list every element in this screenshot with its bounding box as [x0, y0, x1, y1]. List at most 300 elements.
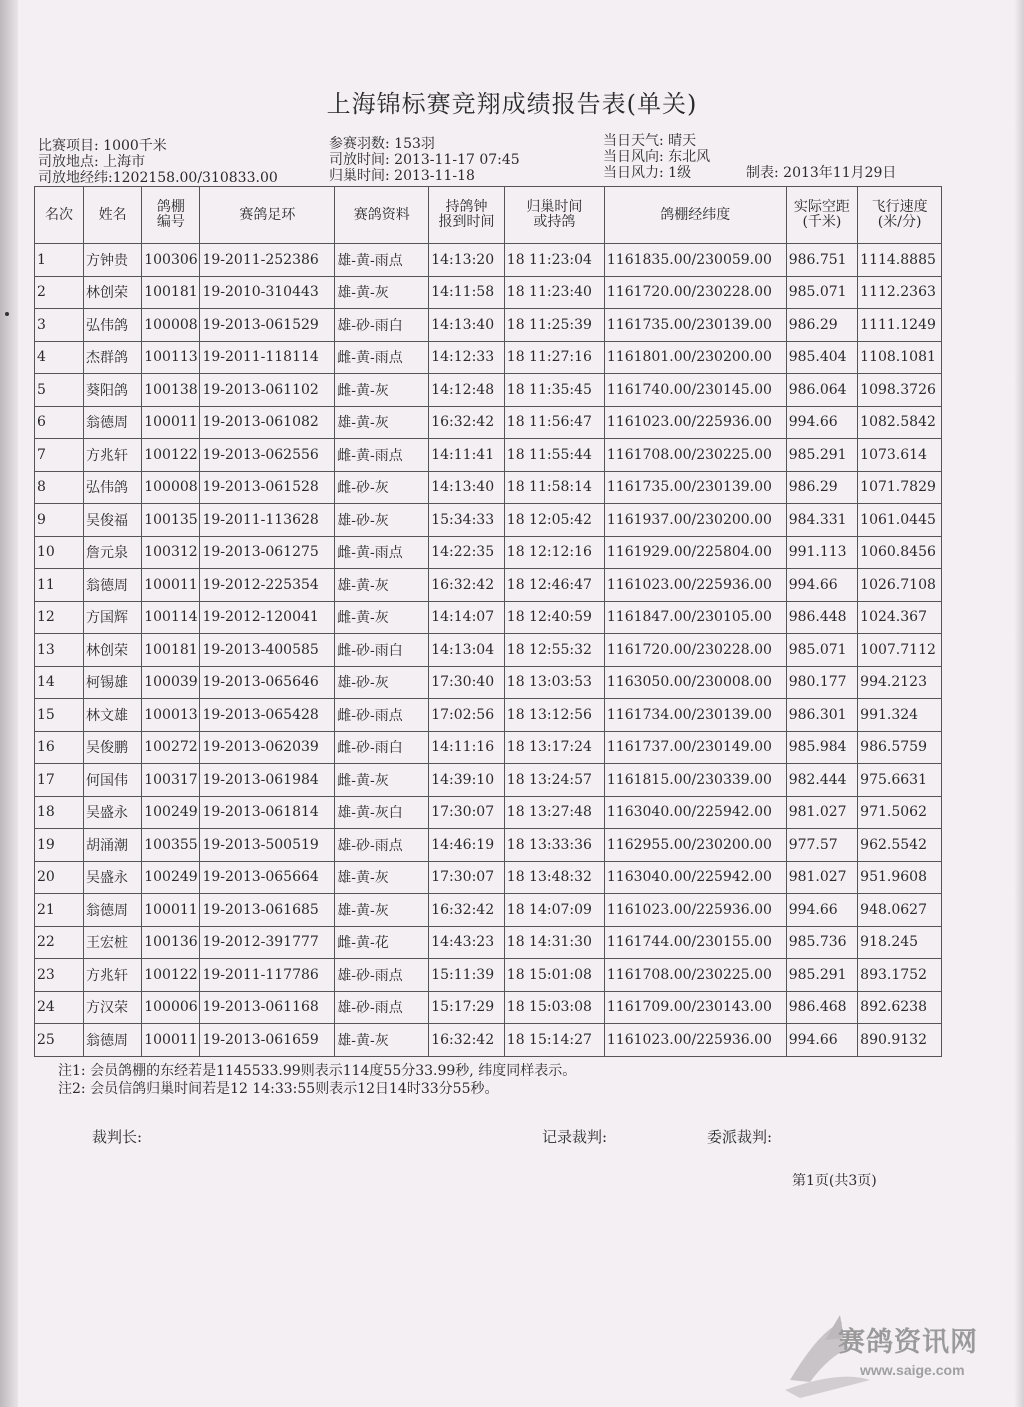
cell-speed: 1112.2363 [858, 276, 942, 309]
col-distance: 实际空距 (千米) [786, 187, 857, 244]
cell-ring: 19-2013-062556 [200, 439, 335, 472]
cell-arrive-time: 18 14:07:09 [504, 894, 604, 927]
cell-speed: 951.9608 [858, 861, 942, 894]
info-return-time: 归巢时间: 2013-11-18 [329, 168, 475, 184]
cell-rank: 21 [35, 894, 84, 927]
cell-rank: 7 [35, 439, 84, 472]
cell-rank: 4 [35, 341, 84, 374]
cell-rank: 9 [35, 504, 84, 537]
cell-clock-time: 14:11:16 [429, 731, 505, 764]
cell-clock-time: 14:43:23 [429, 926, 505, 959]
cell-clock-time: 17:30:07 [429, 796, 505, 829]
watermark-url: www.saige.com [860, 1362, 965, 1378]
cell-loft-coords: 1161023.00/225936.00 [604, 894, 786, 927]
cell-loft-coords: 1161937.00/230200.00 [604, 504, 786, 537]
cell-name: 何国伟 [84, 764, 142, 797]
cell-bird-info: 雄-黄-灰 [335, 861, 429, 894]
table-row [35, 244, 942, 277]
scan-edge [0, 0, 18, 1407]
col-speed: 飞行速度 (米/分) [858, 187, 942, 244]
cell-loft-id: 100312 [142, 536, 200, 569]
cell-rank: 24 [35, 991, 84, 1024]
cell-bird-info: 雄-砂-雨点 [335, 959, 429, 992]
cell-speed: 893.1752 [858, 959, 942, 992]
cell-arrive-time: 18 15:03:08 [504, 991, 604, 1024]
cell-rank: 17 [35, 764, 84, 797]
info-release-time: 司放时间: 2013-11-17 07:45 [329, 152, 520, 168]
cell-ring: 19-2013-500519 [200, 829, 335, 862]
cell-arrive-time: 18 13:48:32 [504, 861, 604, 894]
cell-speed: 1007.7112 [858, 634, 942, 667]
cell-loft-id: 100181 [142, 634, 200, 667]
cell-ring: 19-2012-391777 [200, 926, 335, 959]
cell-clock-time: 17:30:07 [429, 861, 505, 894]
cell-speed: 975.6631 [858, 764, 942, 797]
table-row [35, 634, 942, 667]
cell-loft-id: 100136 [142, 926, 200, 959]
cell-bird-info: 雌-黄-灰 [335, 764, 429, 797]
cell-distance: 981.027 [786, 861, 857, 894]
cell-arrive-time: 18 13:33:36 [504, 829, 604, 862]
cell-loft-coords: 1163050.00/230008.00 [604, 666, 786, 699]
cell-rank: 2 [35, 276, 84, 309]
cell-bird-info: 雄-砂-灰 [335, 504, 429, 537]
col-ring: 赛鸽足环 [200, 187, 335, 244]
cell-bird-info: 雄-砂-雨点 [335, 829, 429, 862]
cell-bird-info: 雄-黄-灰 [335, 406, 429, 439]
cell-ring: 19-2013-061082 [200, 406, 335, 439]
info-weather: 当日天气: 晴天 [603, 133, 697, 149]
cell-loft-coords: 1161023.00/225936.00 [604, 1024, 786, 1057]
cell-name: 林文雄 [84, 699, 142, 732]
cell-clock-time: 15:11:39 [429, 959, 505, 992]
cell-speed: 1061.0445 [858, 504, 942, 537]
cell-name: 翁德周 [84, 1024, 142, 1057]
table-header-row [35, 187, 942, 244]
cell-rank: 19 [35, 829, 84, 862]
cell-loft-coords: 1161708.00/230225.00 [604, 959, 786, 992]
cell-arrive-time: 18 12:40:59 [504, 601, 604, 634]
cell-loft-id: 100249 [142, 796, 200, 829]
cell-name: 吴俊鹏 [84, 731, 142, 764]
cell-distance: 986.29 [786, 471, 857, 504]
cell-clock-time: 14:12:48 [429, 374, 505, 407]
page-title: 上海锦标赛竞翔成绩报告表(单关) [326, 90, 698, 118]
cell-arrive-time: 18 14:31:30 [504, 926, 604, 959]
cell-name: 方钟贵 [84, 244, 142, 277]
col-rank: 名次 [35, 187, 84, 244]
cell-loft-id: 100011 [142, 569, 200, 602]
cell-ring: 19-2011-252386 [200, 244, 335, 277]
table-row [35, 926, 942, 959]
table-row [35, 991, 942, 1024]
cell-rank: 12 [35, 601, 84, 634]
cell-clock-time: 14:22:35 [429, 536, 505, 569]
cell-loft-id: 100114 [142, 601, 200, 634]
cell-ring: 19-2013-065664 [200, 861, 335, 894]
cell-name: 吴俊福 [84, 504, 142, 537]
col-arrive: 归巢时间 或持鸽 [504, 187, 604, 244]
cell-clock-time: 14:11:41 [429, 439, 505, 472]
sign-record-judge: 记录裁判: [542, 1128, 608, 1146]
cell-loft-coords: 1161708.00/230225.00 [604, 439, 786, 472]
cell-loft-coords: 1162955.00/230200.00 [604, 829, 786, 862]
cell-bird-info: 雌-黄-雨点 [335, 536, 429, 569]
cell-loft-id: 100355 [142, 829, 200, 862]
cell-clock-time: 14:13:20 [429, 244, 505, 277]
cell-loft-id: 100317 [142, 764, 200, 797]
cell-arrive-time: 18 13:27:48 [504, 796, 604, 829]
cell-distance: 985.071 [786, 276, 857, 309]
cell-distance: 986.468 [786, 991, 857, 1024]
cell-bird-info: 雌-黄-灰 [335, 374, 429, 407]
cell-bird-info: 雄-黄-雨点 [335, 244, 429, 277]
cell-ring: 19-2013-061168 [200, 991, 335, 1024]
cell-distance: 985.404 [786, 341, 857, 374]
cell-arrive-time: 18 11:58:14 [504, 471, 604, 504]
cell-ring: 19-2013-400585 [200, 634, 335, 667]
cell-speed: 1111.1249 [858, 309, 942, 342]
cell-bird-info: 雄-砂-雨白 [335, 309, 429, 342]
cell-name: 翁德周 [84, 406, 142, 439]
col-coord: 鸽棚经纬度 [604, 187, 786, 244]
cell-distance: 991.113 [786, 536, 857, 569]
cell-ring: 19-2011-113628 [200, 504, 335, 537]
cell-loft-id: 100006 [142, 991, 200, 1024]
cell-clock-time: 14:12:33 [429, 341, 505, 374]
cell-name: 翁德周 [84, 569, 142, 602]
cell-loft-id: 100138 [142, 374, 200, 407]
table-row [35, 764, 942, 797]
cell-clock-time: 17:02:56 [429, 699, 505, 732]
cell-distance: 981.027 [786, 796, 857, 829]
cell-loft-coords: 1161735.00/230139.00 [604, 471, 786, 504]
cell-clock-time: 14:13:40 [429, 471, 505, 504]
table-row [35, 829, 942, 862]
cell-rank: 5 [35, 374, 84, 407]
table-row [35, 601, 942, 634]
cell-distance: 982.444 [786, 764, 857, 797]
cell-loft-coords: 1161737.00/230149.00 [604, 731, 786, 764]
cell-name: 林创荣 [84, 276, 142, 309]
cell-loft-coords: 1161847.00/230105.00 [604, 601, 786, 634]
cell-distance: 986.301 [786, 699, 857, 732]
col-info: 赛鸽资料 [335, 187, 429, 244]
cell-bird-info: 雄-砂-灰 [335, 666, 429, 699]
cell-name: 林创荣 [84, 634, 142, 667]
table-row [35, 536, 942, 569]
cell-bird-info: 雌-黄-雨点 [335, 341, 429, 374]
cell-distance: 994.66 [786, 406, 857, 439]
cell-clock-time: 14:13:40 [429, 309, 505, 342]
cell-speed: 892.6238 [858, 991, 942, 1024]
cell-ring: 19-2013-062039 [200, 731, 335, 764]
cell-ring: 19-2013-061102 [200, 374, 335, 407]
cell-loft-coords: 1161720.00/230228.00 [604, 276, 786, 309]
cell-ring: 19-2013-061275 [200, 536, 335, 569]
cell-name: 翁德周 [84, 894, 142, 927]
note-2: 注2: 会员信鸽归巢时间若是12 14:33:55则表示12日14时33分55秒。 [58, 1081, 499, 1097]
info-coords: 司放地经纬:1202158.00/310833.00 [38, 170, 278, 186]
cell-arrive-time: 18 11:55:44 [504, 439, 604, 472]
cell-distance: 985.736 [786, 926, 857, 959]
table-row [35, 796, 942, 829]
table-row [35, 569, 942, 602]
cell-bird-info: 雌-砂-雨白 [335, 731, 429, 764]
cell-rank: 16 [35, 731, 84, 764]
note-1: 注1: 会员鸽棚的东经若是1145533.99则表示114度55分33.99秒, 纬度同样表示。 [58, 1063, 577, 1079]
info-made-date: 制表: 2013年11月29日 [746, 165, 897, 181]
cell-clock-time: 15:34:33 [429, 504, 505, 537]
cell-speed: 1108.1081 [858, 341, 942, 374]
cell-bird-info: 雄-砂-雨点 [335, 991, 429, 1024]
cell-loft-id: 100011 [142, 1024, 200, 1057]
scan-edge-right [1014, 0, 1024, 1407]
cell-distance: 984.331 [786, 504, 857, 537]
cell-bird-info: 雌-砂-灰 [335, 471, 429, 504]
cell-ring: 19-2013-065428 [200, 699, 335, 732]
cell-loft-id: 100011 [142, 894, 200, 927]
col-loft: 鸽棚 编号 [142, 187, 200, 244]
cell-arrive-time: 18 13:24:57 [504, 764, 604, 797]
table-row [35, 276, 942, 309]
cell-distance: 977.57 [786, 829, 857, 862]
cell-loft-id: 100135 [142, 504, 200, 537]
cell-clock-time: 16:32:42 [429, 894, 505, 927]
cell-loft-coords: 1161734.00/230139.00 [604, 699, 786, 732]
cell-speed: 991.324 [858, 699, 942, 732]
cell-bird-info: 雌-砂-雨点 [335, 699, 429, 732]
cell-loft-id: 100113 [142, 341, 200, 374]
table-row [35, 731, 942, 764]
cell-ring: 19-2013-061659 [200, 1024, 335, 1057]
cell-rank: 25 [35, 1024, 84, 1057]
cell-speed: 1082.5842 [858, 406, 942, 439]
table-row [35, 666, 942, 699]
table-row [35, 406, 942, 439]
cell-loft-id: 100008 [142, 309, 200, 342]
table-row [35, 504, 942, 537]
cell-arrive-time: 18 12:12:16 [504, 536, 604, 569]
cell-loft-id: 100008 [142, 471, 200, 504]
table-row [35, 309, 942, 342]
col-name: 姓名 [84, 187, 142, 244]
table-row [35, 374, 942, 407]
cell-clock-time: 14:11:58 [429, 276, 505, 309]
cell-speed: 994.2123 [858, 666, 942, 699]
cell-speed: 971.5062 [858, 796, 942, 829]
cell-loft-id: 100013 [142, 699, 200, 732]
cell-arrive-time: 18 13:17:24 [504, 731, 604, 764]
cell-ring: 19-2012-120041 [200, 601, 335, 634]
cell-loft-coords: 1161709.00/230143.00 [604, 991, 786, 1024]
cell-arrive-time: 18 12:55:32 [504, 634, 604, 667]
cell-distance: 994.66 [786, 894, 857, 927]
cell-rank: 8 [35, 471, 84, 504]
cell-distance: 986.448 [786, 601, 857, 634]
cell-bird-info: 雄-黄-灰 [335, 276, 429, 309]
cell-distance: 986.064 [786, 374, 857, 407]
cell-name: 葵阳鸽 [84, 374, 142, 407]
table-row [35, 439, 942, 472]
cell-speed: 1024.367 [858, 601, 942, 634]
sign-assigned-judge: 委派裁判: [707, 1128, 773, 1146]
cell-clock-time: 17:30:40 [429, 666, 505, 699]
cell-rank: 6 [35, 406, 84, 439]
cell-name: 王宏桩 [84, 926, 142, 959]
info-location: 司放地点: 上海市 [38, 154, 146, 170]
cell-clock-time: 14:39:10 [429, 764, 505, 797]
cell-speed: 1114.8885 [858, 244, 942, 277]
cell-clock-time: 15:17:29 [429, 991, 505, 1024]
cell-arrive-time: 18 11:23:40 [504, 276, 604, 309]
cell-loft-coords: 1161744.00/230155.00 [604, 926, 786, 959]
sign-chief-judge: 裁判长: [92, 1128, 143, 1146]
scan-speck [5, 312, 9, 316]
cell-speed: 1026.7108 [858, 569, 942, 602]
cell-name: 詹元泉 [84, 536, 142, 569]
cell-clock-time: 14:13:04 [429, 634, 505, 667]
cell-loft-id: 100249 [142, 861, 200, 894]
cell-distance: 994.66 [786, 569, 857, 602]
cell-clock-time: 14:14:07 [429, 601, 505, 634]
cell-ring: 19-2013-061529 [200, 309, 335, 342]
info-project: 比赛项目: 1000千米 [38, 138, 167, 154]
table-row [35, 471, 942, 504]
cell-bird-info: 雄-黄-灰 [335, 569, 429, 602]
cell-speed: 1098.3726 [858, 374, 942, 407]
cell-arrive-time: 18 11:56:47 [504, 406, 604, 439]
cell-loft-id: 100306 [142, 244, 200, 277]
cell-loft-coords: 1163040.00/225942.00 [604, 861, 786, 894]
cell-name: 方汉荣 [84, 991, 142, 1024]
cell-bird-info: 雌-黄-花 [335, 926, 429, 959]
cell-name: 吴盛永 [84, 861, 142, 894]
cell-loft-coords: 1161023.00/225936.00 [604, 406, 786, 439]
table-row [35, 1024, 942, 1057]
cell-loft-coords: 1161023.00/225936.00 [604, 569, 786, 602]
cell-arrive-time: 18 12:46:47 [504, 569, 604, 602]
cell-ring: 19-2013-061984 [200, 764, 335, 797]
cell-distance: 986.751 [786, 244, 857, 277]
cell-loft-coords: 1161720.00/230228.00 [604, 634, 786, 667]
cell-speed: 918.245 [858, 926, 942, 959]
cell-clock-time: 16:32:42 [429, 1024, 505, 1057]
cell-loft-id: 100039 [142, 666, 200, 699]
cell-rank: 1 [35, 244, 84, 277]
cell-bird-info: 雌-黄-灰 [335, 601, 429, 634]
cell-arrive-time: 18 15:14:27 [504, 1024, 604, 1057]
cell-arrive-time: 18 11:23:04 [504, 244, 604, 277]
cell-clock-time: 16:32:42 [429, 406, 505, 439]
cell-name: 弘伟鸽 [84, 471, 142, 504]
cell-rank: 15 [35, 699, 84, 732]
cell-rank: 14 [35, 666, 84, 699]
cell-rank: 23 [35, 959, 84, 992]
cell-name: 弘伟鸽 [84, 309, 142, 342]
cell-loft-coords: 1161929.00/225804.00 [604, 536, 786, 569]
table-row [35, 341, 942, 374]
page-number: 第1页(共3页) [792, 1173, 877, 1189]
cell-distance: 985.071 [786, 634, 857, 667]
cell-rank: 13 [35, 634, 84, 667]
cell-name: 胡涌潮 [84, 829, 142, 862]
cell-speed: 1060.8456 [858, 536, 942, 569]
cell-ring: 19-2011-117786 [200, 959, 335, 992]
cell-clock-time: 16:32:42 [429, 569, 505, 602]
cell-distance: 985.984 [786, 731, 857, 764]
cell-arrive-time: 18 11:25:39 [504, 309, 604, 342]
cell-loft-id: 100122 [142, 439, 200, 472]
cell-loft-coords: 1161735.00/230139.00 [604, 309, 786, 342]
table-row [35, 699, 942, 732]
cell-loft-id: 100272 [142, 731, 200, 764]
cell-name: 方兆轩 [84, 959, 142, 992]
cell-name: 吴盛永 [84, 796, 142, 829]
cell-loft-coords: 1163040.00/225942.00 [604, 796, 786, 829]
table-row [35, 959, 942, 992]
cell-arrive-time: 18 13:03:53 [504, 666, 604, 699]
cell-speed: 962.5542 [858, 829, 942, 862]
cell-clock-time: 14:46:19 [429, 829, 505, 862]
cell-arrive-time: 18 13:12:56 [504, 699, 604, 732]
cell-loft-coords: 1161815.00/230339.00 [604, 764, 786, 797]
cell-distance: 985.291 [786, 439, 857, 472]
cell-ring: 19-2012-225354 [200, 569, 335, 602]
cell-ring: 19-2011-118114 [200, 341, 335, 374]
cell-speed: 890.9132 [858, 1024, 942, 1057]
cell-ring: 19-2010-310443 [200, 276, 335, 309]
cell-bird-info: 雄-黄-灰 [335, 894, 429, 927]
cell-rank: 20 [35, 861, 84, 894]
cell-distance: 994.66 [786, 1024, 857, 1057]
cell-speed: 1071.7829 [858, 471, 942, 504]
cell-bird-info: 雄-黄-灰 [335, 1024, 429, 1057]
cell-distance: 985.291 [786, 959, 857, 992]
watermark-text: 赛鸽资讯网 [838, 1327, 978, 1357]
info-wind-force: 当日风力: 1级 [603, 165, 692, 181]
cell-arrive-time: 18 15:01:08 [504, 959, 604, 992]
cell-speed: 986.5759 [858, 731, 942, 764]
cell-loft-id: 100122 [142, 959, 200, 992]
cell-speed: 1073.614 [858, 439, 942, 472]
results-table [34, 186, 942, 1057]
cell-bird-info: 雌-黄-雨点 [335, 439, 429, 472]
col-clock: 持鸽钟 报到时间 [429, 187, 505, 244]
cell-loft-coords: 1161801.00/230200.00 [604, 341, 786, 374]
cell-rank: 22 [35, 926, 84, 959]
cell-ring: 19-2013-061814 [200, 796, 335, 829]
table-row [35, 894, 942, 927]
table-row [35, 861, 942, 894]
cell-bird-info: 雄-黄-灰白 [335, 796, 429, 829]
cell-ring: 19-2013-061685 [200, 894, 335, 927]
cell-name: 方国辉 [84, 601, 142, 634]
cell-arrive-time: 18 11:35:45 [504, 374, 604, 407]
cell-rank: 18 [35, 796, 84, 829]
cell-loft-id: 100011 [142, 406, 200, 439]
cell-arrive-time: 18 12:05:42 [504, 504, 604, 537]
cell-speed: 948.0627 [858, 894, 942, 927]
cell-ring: 19-2013-065646 [200, 666, 335, 699]
cell-distance: 980.177 [786, 666, 857, 699]
info-wind-direction: 当日风向: 东北风 [603, 149, 711, 165]
cell-bird-info: 雌-砂-雨白 [335, 634, 429, 667]
cell-loft-coords: 1161740.00/230145.00 [604, 374, 786, 407]
cell-name: 方兆轩 [84, 439, 142, 472]
cell-rank: 10 [35, 536, 84, 569]
cell-loft-coords: 1161835.00/230059.00 [604, 244, 786, 277]
